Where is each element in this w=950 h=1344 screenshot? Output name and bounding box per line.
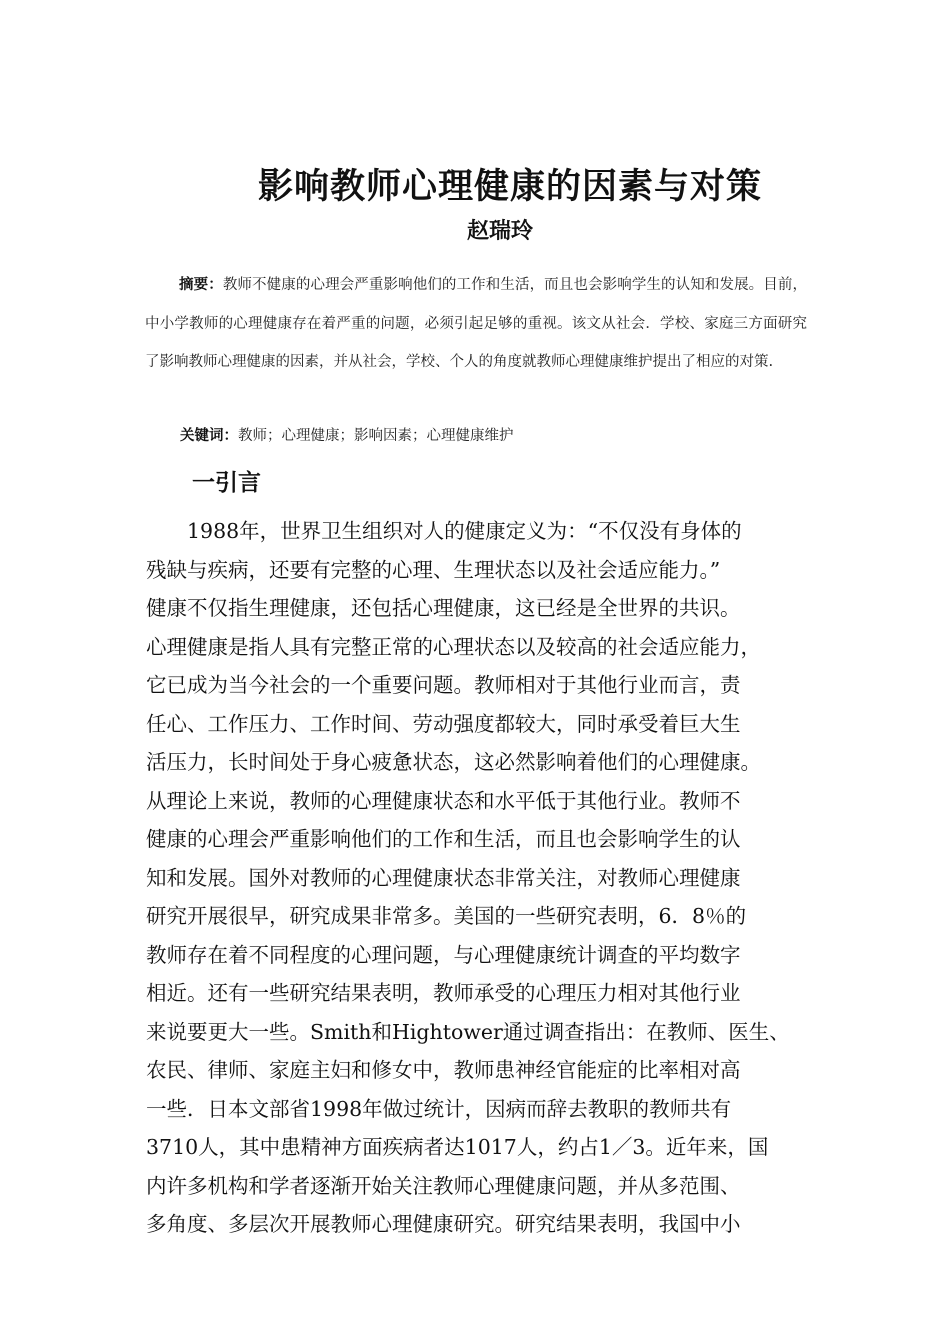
body-line: 知和发展。国外对教师的心理健康状态非常关注，对教师心理健康 — [146, 865, 741, 890]
body-line: 残缺与疾病，还要有完整的心理、生理状态以及社会适应能力。” — [146, 557, 721, 582]
section-heading: 一引言 — [192, 469, 261, 496]
body-line: 相近。还有一些研究结果表明，教师承受的心理压力相对其他行业 — [146, 981, 741, 1005]
body-line: 一些．日本文部省1998年做过统计，因病而辞去教职的教师共有 — [146, 1096, 732, 1121]
body-paragraph — [146, 512, 810, 1244]
keywords-text: 教师；心理健康；影响因素；心理健康维护 — [238, 428, 514, 444]
body-line: 研究开展很早，研究成果非常多。美国的一些研究表明，6．8％的 — [146, 904, 747, 928]
body-line: 1988年，世界卫生组织对人的健康定义为：“不仅没有身体的 — [187, 519, 742, 543]
abstract-label: 摘要： — [179, 276, 223, 293]
body-line: 教师存在着不同程度的心理问题，与心理健康统计调查的平均数字 — [146, 942, 741, 967]
body-line: 来说要更大一些。Smith和Hightower通过调查指出：在教师、医生、 — [146, 1019, 790, 1044]
body-line: 健康的心理会严重影响他们的工作和生活，而且也会影响学生的认 — [146, 827, 741, 851]
body-line: 健康不仅指生理健康，还包括心理健康，这已经是全世界的共识。 — [146, 596, 741, 620]
body-line: 它已成为当今社会的一个重要问题。教师相对于其他行业而言，责 — [146, 673, 741, 697]
body-line: 任心、工作压力、工作时间、劳动强度都较大，同时承受着巨大生 — [146, 711, 741, 736]
body-line: 内许多机构和学者逐渐开始关注教师心理健康问题，并从多范围、 — [146, 1173, 741, 1198]
body-line: 从理论上来说，教师的心理健康状态和水平低于其他行业。教师不 — [146, 788, 741, 813]
keywords — [180, 423, 820, 449]
abstract-text: 教师不健康的心理会严重影响他们的工作和生活，而且也会影响学生的认知和发展。目前，中小学教师的心理健康存在着严重的问题，必须引起足够的重视。该文从社会．学校、家庭三方面研究了影响教师心理健康的因素，并从社会，学校、个人的角度就教师心理健康维护提出了相应的对策. — [145, 277, 808, 370]
body-line: 活压力，长时间处于身心疲惫状态，这必然影响着他们的心理健康。 — [146, 750, 761, 774]
keywords-label: 关键词： — [180, 427, 238, 444]
body-line: 农民、律师、家庭主妇和修女中，教师患神经官能症的比率相对高 — [146, 1058, 741, 1082]
body-line: 心理健康是指人具有完整正常的心理状态以及较高的社会适应能力， — [146, 634, 761, 659]
body-line: 3710人，其中患精神方面疾病者达1017人，约占1／3。近年来，国 — [146, 1135, 769, 1159]
author-name: 赵瑞玲 — [466, 218, 533, 244]
page-title: 影响教师心理健康的因素与对策 — [257, 166, 762, 208]
abstract — [145, 266, 807, 382]
body-line: 多角度、多层次开展教师心理健康研究。研究结果表明，我国中小 — [146, 1212, 741, 1236]
